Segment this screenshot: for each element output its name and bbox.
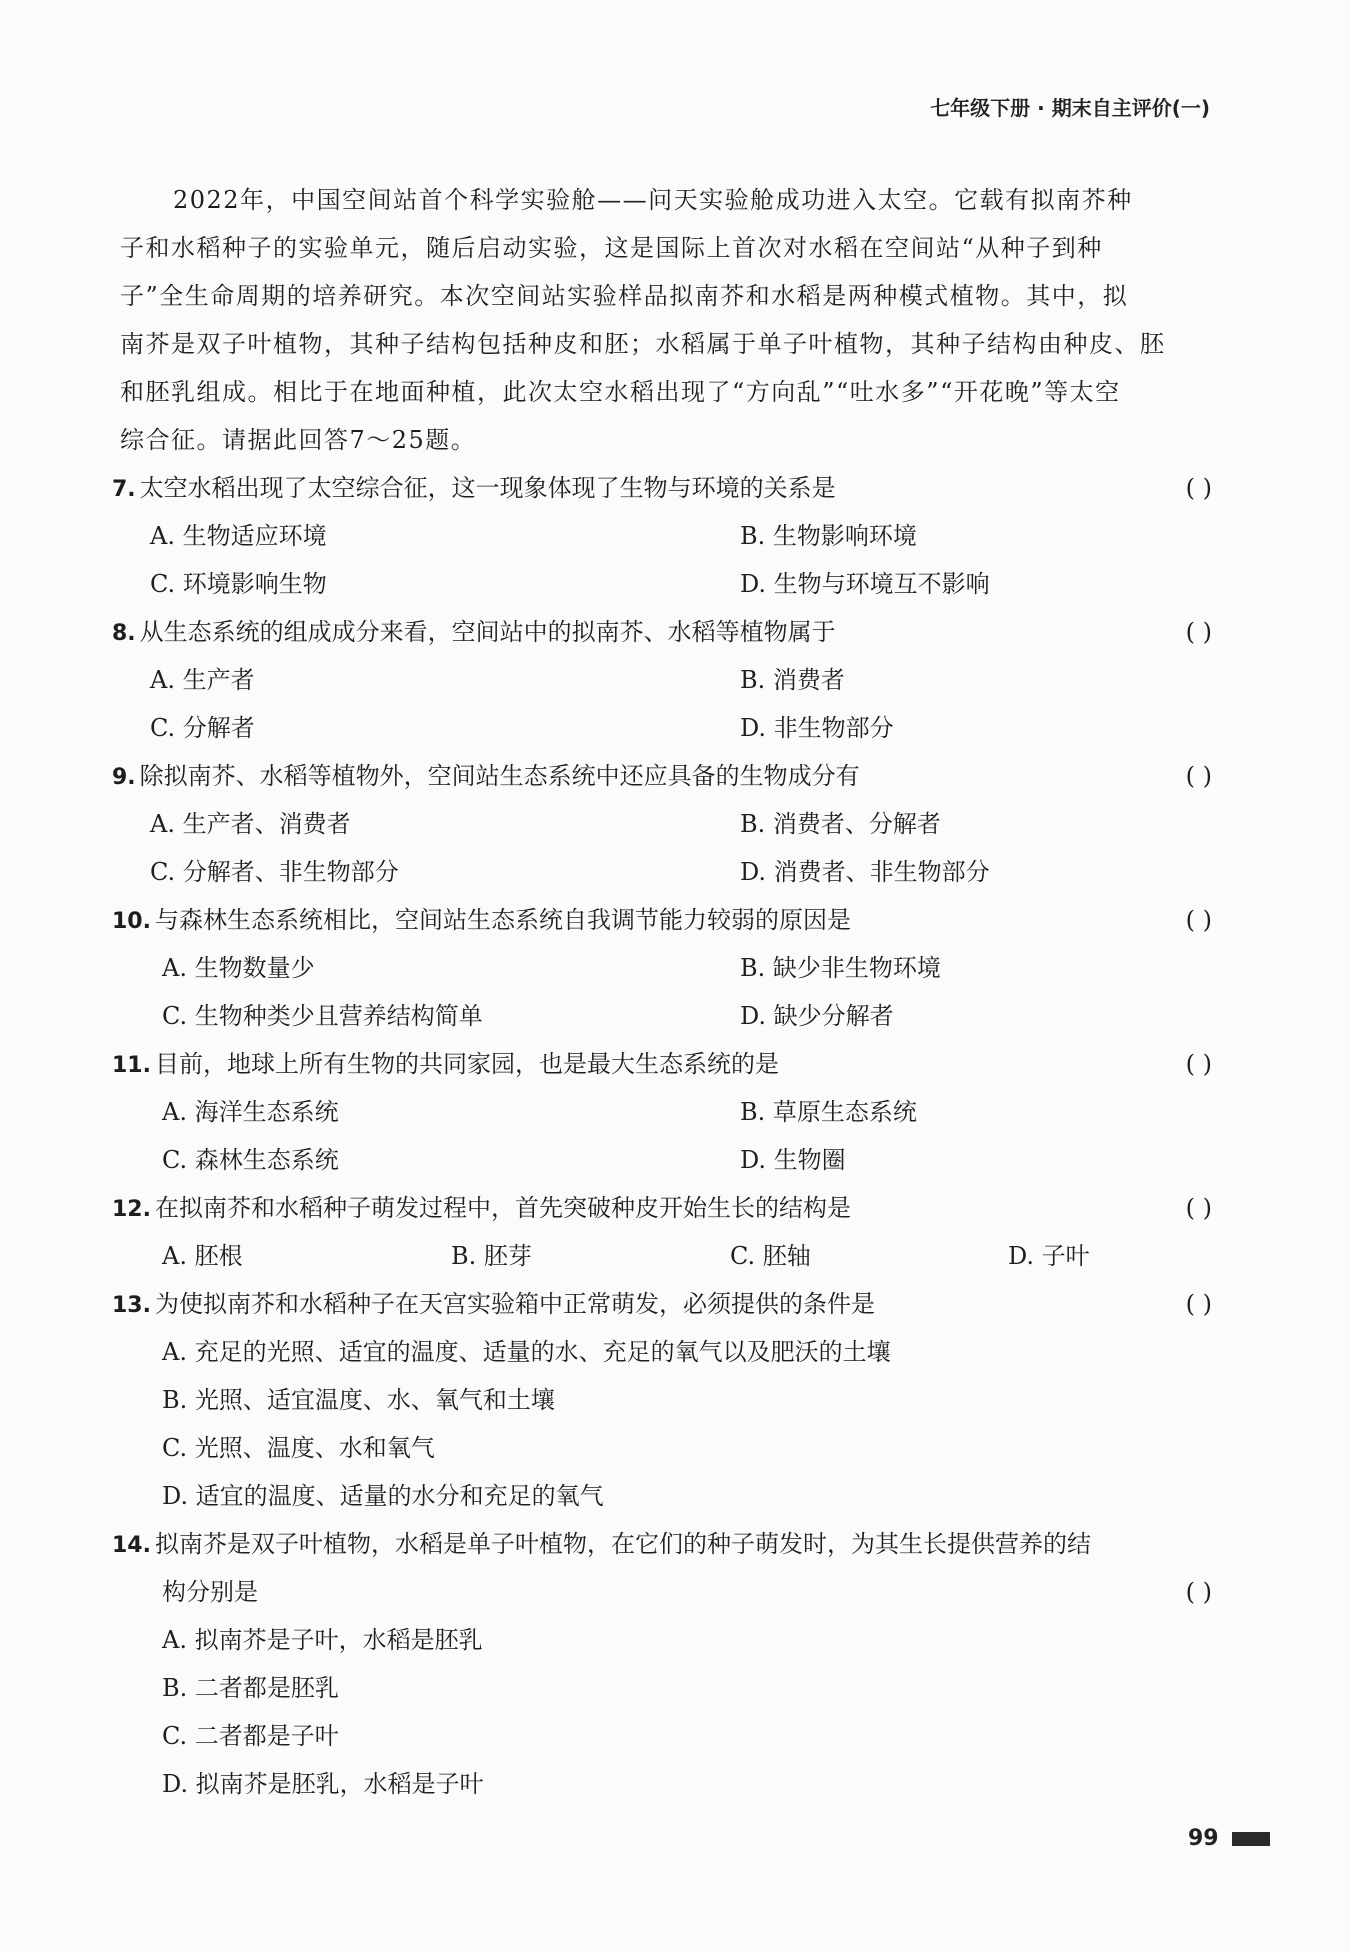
option-b[interactable]: B. 光照、适宜温度、水、氧气和土壤 <box>162 1386 555 1414</box>
option-a[interactable]: A. 生物数量少 <box>162 954 315 982</box>
option-d[interactable]: D. 生物圈 <box>740 1146 846 1174</box>
answer-blank[interactable]: ( ) <box>1185 1290 1212 1318</box>
option-b[interactable]: B. 消费者 <box>740 666 845 694</box>
answer-blank[interactable]: ( ) <box>1185 906 1212 934</box>
option-b[interactable]: B. 二者都是胚乳 <box>162 1674 339 1702</box>
question-13 <box>112 1280 1212 1520</box>
question-number: 7. <box>112 477 136 502</box>
question-number: 11. <box>112 1053 151 1078</box>
question-7 <box>112 464 1212 608</box>
question-stem-continued: 构分别是 <box>162 1578 258 1606</box>
option-c[interactable]: C. 环境影响生物 <box>150 570 327 598</box>
option-c[interactable]: C. 胚轴 <box>730 1242 811 1270</box>
question-number: 9. <box>112 765 136 790</box>
question-10 <box>112 896 1212 1040</box>
answer-blank[interactable]: ( ) <box>1185 762 1212 790</box>
option-b[interactable]: B. 生物影响环境 <box>740 522 917 550</box>
question-stem: 目前，地球上所有生物的共同家园，也是最大生态系统的是 <box>154 1050 779 1078</box>
question-number: 14. <box>112 1533 151 1558</box>
passage-line: 2022年，中国空间站首个科学实验舱——问天实验舱成功进入太空。它载有拟南芥种 <box>173 186 1133 214</box>
option-c[interactable]: C. 分解者、非生物部分 <box>150 858 399 886</box>
option-d[interactable]: D. 生物与环境互不影响 <box>740 570 990 598</box>
option-c[interactable]: C. 分解者 <box>150 714 255 742</box>
option-a[interactable]: A. 拟南芥是子叶，水稻是胚乳 <box>162 1626 483 1654</box>
answer-blank[interactable]: ( ) <box>1185 1578 1212 1606</box>
reading-passage <box>120 176 1210 464</box>
question-9 <box>112 752 1212 896</box>
option-d[interactable]: D. 适宜的温度、适量的水分和充足的氧气 <box>162 1482 604 1510</box>
option-b[interactable]: B. 胚芽 <box>451 1242 532 1270</box>
option-b[interactable]: B. 草原生态系统 <box>740 1098 917 1126</box>
question-stem: 除拟南芥、水稻等植物外，空间站生态系统中还应具备的生物成分有 <box>139 762 860 790</box>
question-stem: 太空水稻出现了太空综合征，这一现象体现了生物与环境的关系是 <box>139 474 836 502</box>
option-d[interactable]: D. 非生物部分 <box>740 714 894 742</box>
question-stem: 拟南芥是双子叶植物，水稻是单子叶植物，在它们的种子萌发时，为其生长提供营养的结 <box>154 1530 1091 1558</box>
option-d[interactable]: D. 拟南芥是胚乳，水稻是子叶 <box>162 1770 484 1798</box>
option-b[interactable]: B. 缺少非生物环境 <box>740 954 941 982</box>
passage-line: 南芥是双子叶植物，其种子结构包括种皮和胚；水稻属于单子叶植物，其种子结构由种皮、胚 <box>120 330 1166 358</box>
option-a[interactable]: A. 生产者 <box>150 666 255 694</box>
question-stem: 为使拟南芥和水稻种子在天宫实验箱中正常萌发，必须提供的条件是 <box>154 1290 875 1318</box>
option-a[interactable]: A. 生产者、消费者 <box>150 810 351 838</box>
option-c[interactable]: C. 光照、温度、水和氧气 <box>162 1434 435 1462</box>
question-number: 13. <box>112 1293 151 1318</box>
answer-blank[interactable]: ( ) <box>1185 1194 1212 1222</box>
passage-line: 子”全生命周期的培养研究。本次空间站实验样品拟南芥和水稻是两种模式植物。其中，拟 <box>120 282 1129 310</box>
option-b[interactable]: B. 消费者、分解者 <box>740 810 941 838</box>
question-stem: 从生态系统的组成成分来看，空间站中的拟南芥、水稻等植物属于 <box>139 618 836 646</box>
option-c[interactable]: C. 森林生态系统 <box>162 1146 339 1174</box>
question-number: 10. <box>112 909 151 934</box>
option-a[interactable]: A. 海洋生态系统 <box>162 1098 339 1126</box>
question-14 <box>112 1520 1212 1808</box>
page-number-bar <box>1232 1832 1270 1846</box>
question-12 <box>112 1184 1212 1280</box>
option-d[interactable]: D. 子叶 <box>1008 1242 1090 1270</box>
question-number: 8. <box>112 621 136 646</box>
question-list <box>112 464 1212 1808</box>
question-8 <box>112 608 1212 752</box>
passage-line: 和胚乳组成。相比于在地面种植，此次太空水稻出现了“方向乱”“吐水多”“开花晚”等太空 <box>120 378 1121 406</box>
option-c[interactable]: C. 生物种类少且营养结构简单 <box>162 1002 483 1030</box>
question-number: 12. <box>112 1197 151 1222</box>
option-a[interactable]: A. 胚根 <box>162 1242 243 1270</box>
passage-line: 综合征。请据此回答7～25题。 <box>120 426 477 454</box>
passage-line: 子和水稻种子的实验单元，随后启动实验，这是国际上首次对水稻在空间站“从种子到种 <box>120 234 1103 262</box>
answer-blank[interactable]: ( ) <box>1185 618 1212 646</box>
question-stem: 在拟南芥和水稻种子萌发过程中，首先突破种皮开始生长的结构是 <box>154 1194 851 1222</box>
question-stem: 与森林生态系统相比，空间站生态系统自我调节能力较弱的原因是 <box>154 906 851 934</box>
option-a[interactable]: A. 充足的光照、适宜的温度、适量的水、充足的氧气以及肥沃的土壤 <box>162 1338 891 1366</box>
option-c[interactable]: C. 二者都是子叶 <box>162 1722 339 1750</box>
answer-blank[interactable]: ( ) <box>1185 1050 1212 1078</box>
option-d[interactable]: D. 缺少分解者 <box>740 1002 894 1030</box>
page-number: 99 <box>1188 1826 1219 1851</box>
option-a[interactable]: A. 生物适应环境 <box>150 522 327 550</box>
answer-blank[interactable]: ( ) <box>1185 474 1212 502</box>
question-11 <box>112 1040 1212 1184</box>
page-header: 七年级下册 · 期末自主评价(一) <box>930 96 1210 120</box>
option-d[interactable]: D. 消费者、非生物部分 <box>740 858 990 886</box>
